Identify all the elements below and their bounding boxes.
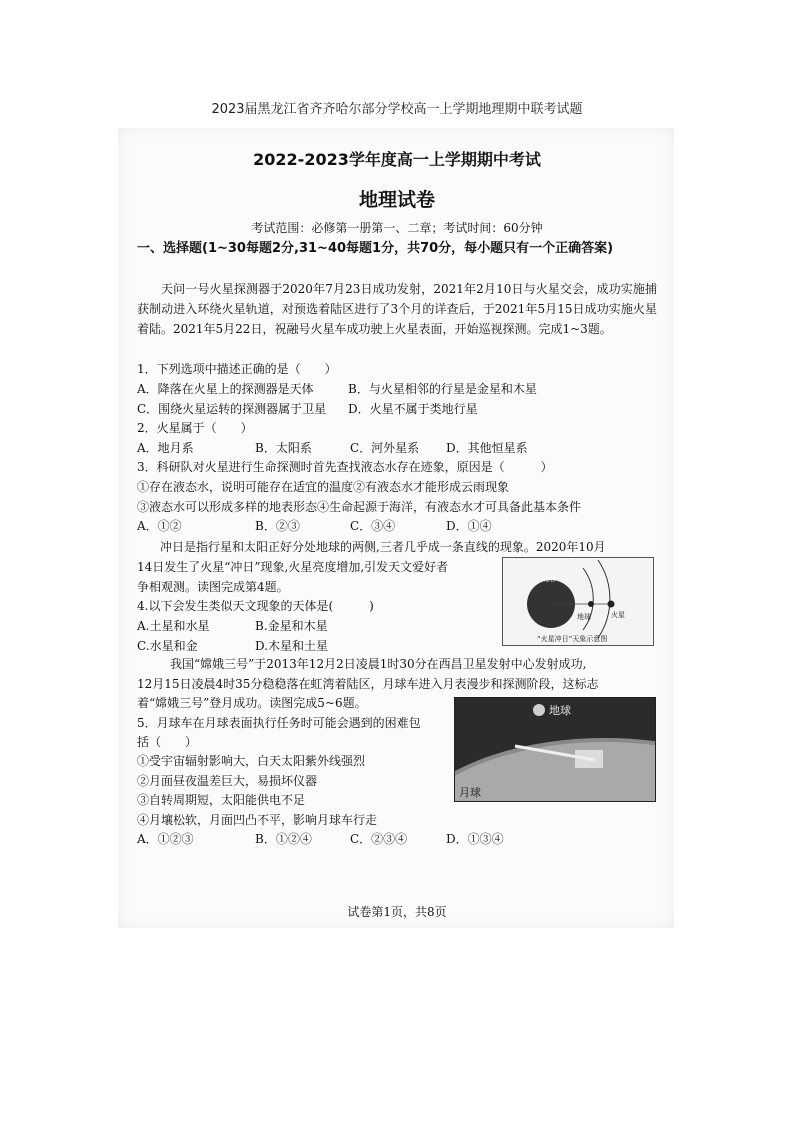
question-4-option-c: C.水星和金 [137,639,198,653]
section-heading: 一、选择题(1~30每题2分,31~40每题1分，共70分，每小题只有一个正确答案) [137,241,614,256]
question-5-stem-2: 括（ ） [137,735,198,749]
passage-opposition-line-2: 14日发生了火星“冲日”现象,火星亮度增加,引发天文爱好者 [137,560,449,574]
question-3-statements-1: ①存在液态水，说明可能存在适宜的温度②有液态水才能形成云雨现象 [137,480,510,494]
question-4-option-a: A.土星和水星 [137,619,210,633]
moon-surface-highlight [455,742,655,801]
question-3-option-c: C．③④ [350,519,396,533]
question-2-option-a: A．地月系 [137,441,194,455]
document-header: 2023届黑龙江省齐齐哈尔部分学校高一上学期地理期中联考试题 [211,102,583,117]
earth-shape [533,704,545,716]
question-4-stem: 4.以下会发生类似天文现象的天体是( ) [137,599,374,613]
mars-shape [608,601,615,608]
question-5-option-d: D．①③④ [446,832,504,846]
passage-change3-line-2: 12月15日凌晨4时35分稳稳落在虹湾着陆区，月球车进入月表漫步和探测阶段，这标志 [137,677,599,691]
passage-change3-line-3: 着“嫦娥三号”登月成功。读图完成5~6题。 [137,696,367,710]
passage-change3-line-1: 我国“嫦娥三号”于2013年12月2日凌晨1时30分在西昌卫星发射中心发射成功, [170,657,587,671]
question-5-option-b: B．①②④ [255,832,312,846]
figure-mars-opposition [502,557,654,646]
figure2-moon-label: 月球 [459,786,481,799]
question-3-stem: 3．科研队对火星进行生命探测时首先查找液态水存在迹象，原因是（ ） [137,460,553,474]
passage-mars-probe: 天问一号火星探测器于2020年7月23日成功发射，2021年2月10日与火星交会，成功实施捕获制动进入环绕火星轨道，对预选着陆区进行了3个月的详查后，于2021年5月15日成功实施火星着陆。2021年5月22日，祝融号火星车成功驶上火星表面，开始巡视探测。完成1~3题。 [137,282,657,336]
question-5-statement-3: ③自转周期短，太阳能供电不足 [137,793,306,807]
question-5-option-c: C．②③④ [350,832,408,846]
subject-title: 地理试卷 [358,189,435,211]
exam-title: 2022-2023学年度高一上学期期中考试 [253,150,541,169]
question-2-option-b: B．太阳系 [255,441,312,455]
exam-info: 考试范围：必修第一册第一、二章；考试时间：60分钟 [251,221,543,235]
question-3-option-a: A．①② [137,519,182,533]
earth-shape [588,601,594,607]
question-3-statements-2: ③液态水可以形成多样的地表形态④生命起源于海洋，有液态水才可具备此基本条件 [137,500,582,514]
question-3-option-b: B．②③ [255,519,300,533]
question-5-statement-1: ①受宇宙辐射影响大，白天太阳紫外线强烈 [137,754,366,768]
figure1-mars-label: 火星 [611,611,625,619]
question-1-option-d: D．火星不属于类地行星 [348,402,478,416]
question-3-option-d: D．①④ [446,519,492,533]
question-1-stem: 1．下列选项中描述正确的是（ ） [137,362,337,376]
question-4-option-d: D.木星和土星 [255,639,329,653]
question-2-stem: 2．火星属于（ ） [137,421,253,435]
mars-orbit [598,560,610,638]
question-4-option-b: B.金星和木星 [255,619,328,633]
question-5-statement-4: ④月壤松软，月面凹凸不平，影响月球车行走 [137,813,378,827]
passage-opposition-line-1: 冲日是指行星和太阳正好分处地球的两侧,三者几乎成一条直线的现象。2020年10月 [160,540,606,554]
question-5-statement-2: ②月面昼夜温差巨大，易损坏仪器 [137,774,318,788]
question-5-option-a: A．①②③ [137,832,194,846]
question-1-option-c: C．围绕火星运转的探测器属于卫星 [137,402,327,416]
figure1-earth-label: 地球 [577,613,591,621]
question-1-option-a: A．降落在火星上的探测器是天体 [137,382,314,396]
question-2-option-c: C．河外星系 [350,441,420,455]
page-footer: 试卷第1页，共8页 [347,905,447,919]
figure2-earth-label: 地球 [549,704,571,717]
question-1-option-b: B．与火星相邻的行星是金星和木星 [348,382,537,396]
opposition-diagram-svg [503,558,653,645]
passage-opposition-line-3: 争相观测。读图完成第4题。 [137,580,289,594]
figure1-caption: “火星冲日”天象示意图 [537,635,608,643]
figure1-sun-label: 太阳 [541,575,555,583]
figure-lunar-rover [454,697,656,802]
question-2-option-d: D．其他恒星系 [446,441,528,455]
question-5-stem-1: 5．月球车在月球表面执行任务时可能会遇到的困难包 [137,716,421,730]
